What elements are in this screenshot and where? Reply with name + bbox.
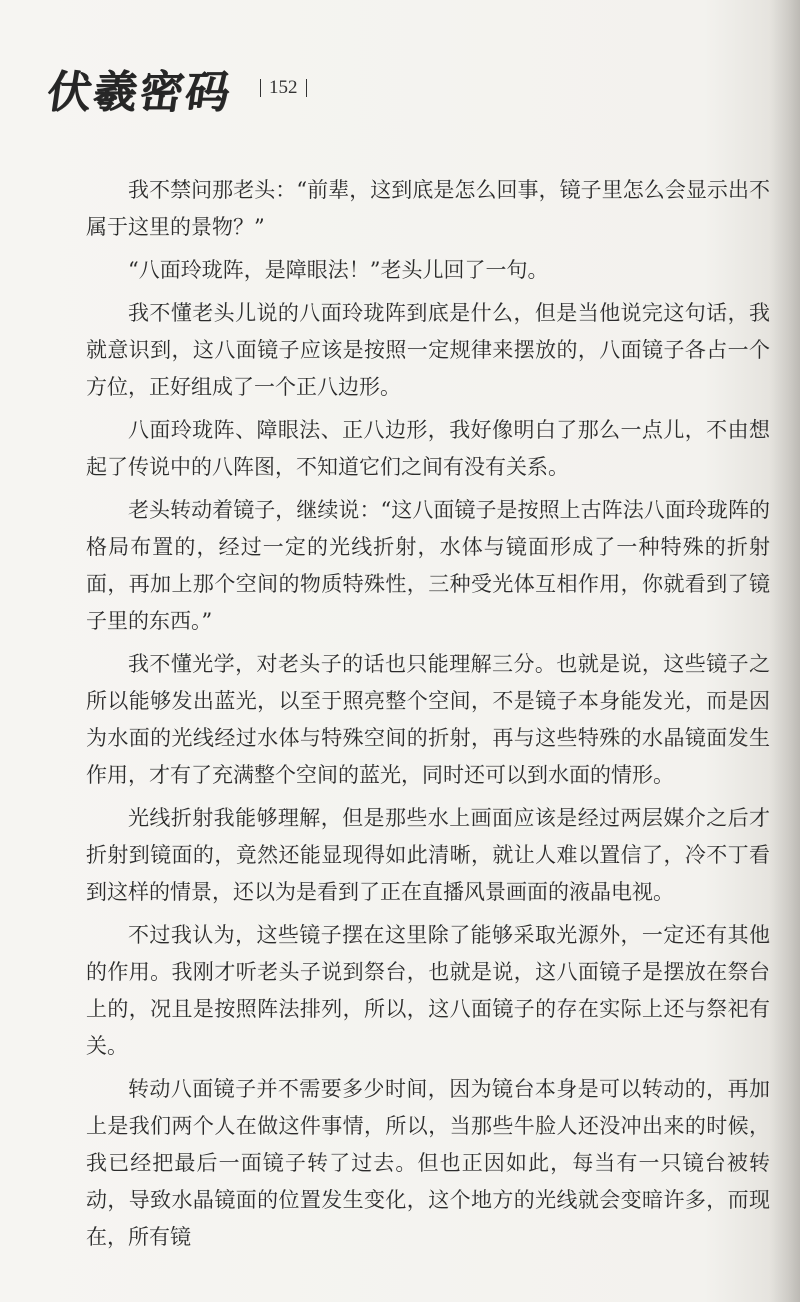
body-text — [86, 172, 770, 1262]
page-header — [43, 58, 315, 118]
paragraph: 我不懂光学，对老头子的话也只能理解三分。也就是说，这些镜子之所以能够发出蓝光，以至于照亮整个空间，不是镜子本身能发光，而是因为水面的光线经过水体与特殊空间的折射，再与这些特殊的水晶镜面发生作用，才有了充满整个空间的蓝光，同时还可以到水面的情形。 — [86, 652, 770, 787]
paragraph: 光线折射我能够理解，但是那些水上画面应该是经过两层媒介之后才折射到镜面的，竟然还能显现得如此清晰，就让人难以置信了，冷不丁看到这样的情景，还以为是看到了正在直播风景画面的液晶电视。 — [86, 806, 770, 904]
paragraph: “八面玲珑阵，是障眼法！”老头儿回了一句。 — [128, 258, 549, 282]
paragraph: 八面玲珑阵、障眼法、正八边形，我好像明白了那么一点儿，不由想起了传说中的八阵图，不知道它们之间有没有关系。 — [86, 418, 770, 479]
paragraph: 转动八面镜子并不需要多少时间，因为镜台本身是可以转动的，再加上是我们两个人在做这件事情，所以，当那些牛脸人还没冲出来的时候，我已经把最后一面镜子转了过去。但也正因如此，每当有一只镜台被转动，导致水晶镜面的位置发生变化，这个地方的光线就会变暗许多，而现在，所有镜 — [86, 1077, 770, 1249]
divider-left — [260, 79, 261, 97]
page-number-block — [252, 77, 315, 99]
paragraph: 老头转动着镜子，继续说：“这八面镜子是按照上古阵法八面玲珑阵的格局布置的，经过一定的光线折射，水体与镜面形成了一种特殊的折射面，再加上那个空间的物质特殊性，三种受光体互相作用，你就看到了镜子里的东西。” — [86, 498, 770, 633]
paragraph: 不过我认为，这些镜子摆在这里除了能够采取光源外，一定还有其他的作用。我刚才听老头子说到祭台，也就是说，这八面镜子是摆放在祭台上的，况且是按照阵法排列，所以，这八面镜子的存在实际上还与祭祀有关。 — [86, 923, 770, 1058]
paragraph: 我不懂老头儿说的八面玲珑阵到底是什么，但是当他说完这句话，我就意识到，这八面镜子应该是按照一定规律来摆放的，八面镜子各占一个方位，正好组成了一个正八边形。 — [86, 301, 770, 399]
spine-shadow — [770, 0, 800, 1302]
paragraph: 我不禁问那老头：“前辈，这到底是怎么回事，镜子里怎么会显示出不属于这里的景物？” — [86, 178, 770, 239]
page-number: 152 — [269, 77, 298, 98]
divider-right — [306, 79, 307, 97]
book-title: 伏羲密码 — [43, 67, 235, 118]
